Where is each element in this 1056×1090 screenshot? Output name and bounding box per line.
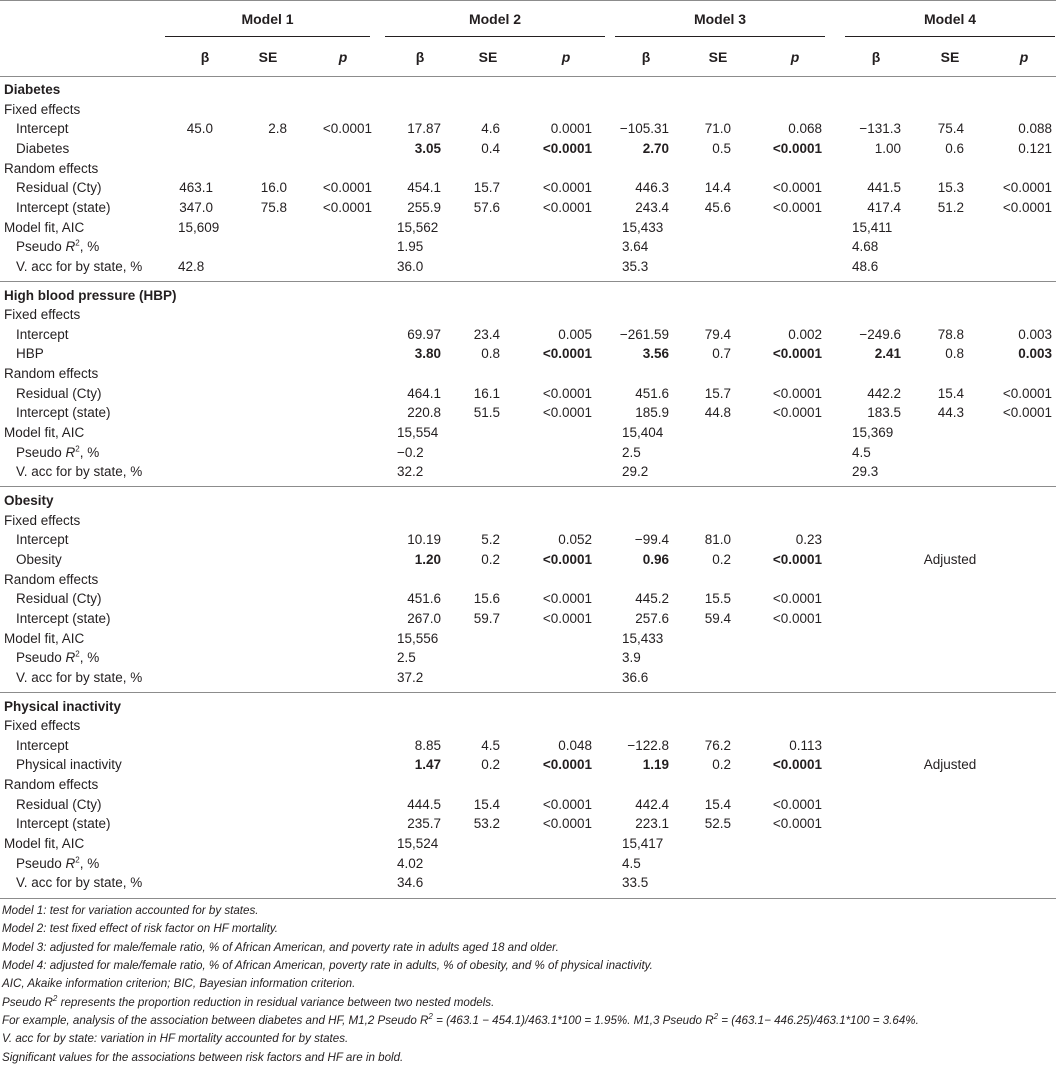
fit-value: 4.5 bbox=[852, 444, 871, 460]
table-row bbox=[0, 629, 1056, 649]
table-row bbox=[0, 795, 1056, 815]
fit-value: 15,562 bbox=[397, 219, 439, 235]
model-3-underline bbox=[615, 36, 825, 37]
table-cell: 16.0 bbox=[260, 180, 287, 196]
table-cell: 78.8 bbox=[937, 326, 964, 342]
section-rule bbox=[0, 692, 1056, 693]
row-label: Fixed effects bbox=[4, 718, 81, 734]
table-row bbox=[0, 218, 1056, 238]
fit-value: 15,404 bbox=[622, 425, 664, 441]
table-cell: 0.003 bbox=[1018, 346, 1052, 362]
footnote: Model 2: test fixed effect of risk factor on HF mortality. bbox=[2, 922, 278, 936]
table-row bbox=[0, 139, 1056, 159]
table-cell: <0.0001 bbox=[1002, 385, 1052, 401]
row-label: Pseudo $R^2$, % bbox=[16, 444, 100, 460]
row-label: Fixed effects bbox=[4, 512, 81, 528]
table-cell: 0.121 bbox=[1018, 140, 1052, 156]
table-cell: 17.87 bbox=[407, 121, 441, 137]
fit-value: 36.6 bbox=[622, 669, 649, 685]
table-cell: 185.9 bbox=[635, 405, 669, 421]
row-label: Obesity bbox=[16, 551, 62, 567]
section-title-text: High blood pressure (HBP) bbox=[4, 287, 177, 303]
table-row bbox=[0, 364, 1056, 384]
table-row bbox=[0, 736, 1056, 756]
table-cell: 243.4 bbox=[635, 199, 669, 215]
table-cell: 446.3 bbox=[635, 180, 669, 196]
table-cell: 3.56 bbox=[642, 346, 669, 362]
subheader-beta: β bbox=[641, 49, 651, 65]
table-cell: 1.47 bbox=[414, 757, 441, 773]
model-3-header: Model 3 bbox=[693, 11, 747, 27]
table-cell: <0.0001 bbox=[772, 551, 822, 567]
table-cell: −261.59 bbox=[619, 326, 669, 342]
table-cell: 441.5 bbox=[867, 180, 901, 196]
table-cell: 15.7 bbox=[473, 180, 500, 196]
table-cell: <0.0001 bbox=[542, 385, 592, 401]
row-label: Diabetes bbox=[16, 140, 70, 156]
table-cell: 444.5 bbox=[407, 796, 441, 812]
table-cell: 15.5 bbox=[704, 591, 731, 607]
subheader-beta: β bbox=[200, 49, 210, 65]
table-row bbox=[0, 423, 1056, 443]
table-row bbox=[0, 511, 1056, 531]
table-row bbox=[0, 834, 1056, 854]
table-cell: <0.0001 bbox=[542, 551, 592, 567]
subheader-beta: β bbox=[871, 49, 881, 65]
fit-value: 15,411 bbox=[852, 219, 893, 235]
table-cell: 2.8 bbox=[268, 121, 287, 137]
section-title bbox=[0, 697, 1056, 717]
footnote: Pseudo $R^2$ represents the proportion reduction in residual variance between two nested models. bbox=[2, 993, 495, 1009]
table-cell: 0.96 bbox=[642, 551, 669, 567]
subheader-se: SE bbox=[478, 49, 498, 65]
table-row bbox=[0, 305, 1056, 325]
table-cell: <0.0001 bbox=[772, 346, 822, 362]
table-cell: 8.85 bbox=[414, 737, 441, 753]
table-cell: 45.0 bbox=[186, 121, 213, 137]
table-cell: <0.0001 bbox=[772, 180, 822, 196]
row-label: Model fit, AIC bbox=[4, 836, 85, 852]
fit-value: 32.2 bbox=[397, 464, 424, 480]
table-cell: 0.113 bbox=[789, 737, 822, 753]
row-label: Intercept (state) bbox=[16, 199, 111, 215]
subheader-se: SE bbox=[940, 49, 960, 65]
fit-value: 2.5 bbox=[397, 650, 416, 666]
table-cell: 454.1 bbox=[407, 180, 441, 196]
table-cell: 59.4 bbox=[704, 610, 731, 626]
subheader-beta: β bbox=[415, 49, 425, 65]
fit-value: 3.64 bbox=[622, 239, 649, 255]
table-cell: 0.8 bbox=[481, 346, 500, 362]
table-cell: 220.8 bbox=[407, 405, 441, 421]
table-cell: 255.9 bbox=[407, 199, 441, 215]
table-cell: 257.6 bbox=[635, 610, 669, 626]
footnote: Significant values for the associations between risk factors and HF are in bold. bbox=[2, 1050, 404, 1064]
table-cell: 0.052 bbox=[558, 532, 592, 548]
row-label: Random effects bbox=[4, 160, 99, 176]
table-cell: 69.97 bbox=[407, 326, 441, 342]
fit-value: 42.8 bbox=[178, 258, 205, 274]
table-cell: <0.0001 bbox=[542, 180, 592, 196]
table-cell: 51.2 bbox=[937, 199, 964, 215]
model-2-underline bbox=[385, 36, 605, 37]
table-cell: 0.8 bbox=[945, 346, 964, 362]
table-cell: <0.0001 bbox=[772, 816, 822, 832]
table-row bbox=[0, 570, 1056, 590]
table-row bbox=[0, 198, 1056, 218]
table-cell: 14.4 bbox=[704, 180, 731, 196]
table-cell: −122.8 bbox=[627, 737, 669, 753]
table-row bbox=[0, 775, 1056, 795]
table-cell: <0.0001 bbox=[542, 610, 592, 626]
table-cell: <0.0001 bbox=[772, 385, 822, 401]
table-cell: 267.0 bbox=[407, 610, 441, 626]
table-cell: 0.23 bbox=[795, 532, 822, 548]
section-rule bbox=[0, 486, 1056, 487]
table-cell: 0.002 bbox=[788, 326, 822, 342]
row-label: Model fit, AIC bbox=[4, 425, 85, 441]
row-label: Residual (Cty) bbox=[16, 180, 102, 196]
table-cell: 4.6 bbox=[481, 121, 500, 137]
table-cell: 79.4 bbox=[704, 326, 731, 342]
table-cell: 3.05 bbox=[414, 140, 441, 156]
table-cell: 2.70 bbox=[642, 140, 669, 156]
table-cell: 75.4 bbox=[937, 121, 964, 137]
table-row bbox=[0, 550, 1056, 570]
row-label: Random effects bbox=[4, 571, 99, 587]
fit-value: 15,433 bbox=[622, 630, 664, 646]
table-cell: 463.1 bbox=[179, 180, 213, 196]
table-cell: <0.0001 bbox=[772, 140, 822, 156]
fit-value: 15,554 bbox=[397, 425, 439, 441]
table-row bbox=[0, 443, 1056, 463]
table-cell: <0.0001 bbox=[1002, 180, 1052, 196]
table-row bbox=[0, 403, 1056, 423]
table-cell: 59.7 bbox=[473, 610, 500, 626]
adjusted-note: Adjusted bbox=[923, 757, 977, 773]
fit-value: 15,556 bbox=[397, 630, 439, 646]
table-row bbox=[0, 159, 1056, 179]
table-cell: 0.005 bbox=[558, 326, 592, 342]
table-cell: 15.3 bbox=[937, 180, 964, 196]
row-label: Residual (Cty) bbox=[16, 385, 102, 401]
table-cell: <0.0001 bbox=[542, 816, 592, 832]
row-label: Intercept (state) bbox=[16, 816, 111, 832]
section-title bbox=[0, 491, 1056, 511]
fit-value: 33.5 bbox=[622, 875, 649, 891]
table-cell: 0.003 bbox=[1018, 326, 1052, 342]
section-title bbox=[0, 286, 1056, 306]
table-row bbox=[0, 589, 1056, 609]
table-cell: 1.20 bbox=[414, 551, 441, 567]
fit-value: −0.2 bbox=[397, 444, 424, 460]
row-label: Intercept bbox=[16, 121, 69, 137]
table-cell: <0.0001 bbox=[772, 757, 822, 773]
table-cell: 0.048 bbox=[558, 737, 592, 753]
table-row bbox=[0, 344, 1056, 364]
table-cell: 3.80 bbox=[414, 346, 441, 362]
row-label: Residual (Cty) bbox=[16, 796, 102, 812]
table-cell: <0.0001 bbox=[1002, 199, 1052, 215]
table-cell: 417.4 bbox=[867, 199, 901, 215]
table-row bbox=[0, 178, 1056, 198]
table-cell: <0.0001 bbox=[542, 346, 592, 362]
table-cell: 0.068 bbox=[788, 121, 822, 137]
table-cell: 1.19 bbox=[642, 757, 669, 773]
table-cell: 0.088 bbox=[1018, 121, 1052, 137]
table-cell: 81.0 bbox=[704, 532, 731, 548]
table-cell: 0.7 bbox=[712, 346, 731, 362]
row-label: Residual (Cty) bbox=[16, 591, 102, 607]
table-cell: 0.0001 bbox=[550, 121, 592, 137]
section-title-text: Obesity bbox=[4, 493, 54, 508]
table-cell: 0.6 bbox=[945, 140, 964, 156]
table-cell: <0.0001 bbox=[542, 140, 592, 156]
table-cell: 1.00 bbox=[874, 140, 901, 156]
table-row bbox=[0, 609, 1056, 629]
fit-value: 37.2 bbox=[397, 669, 424, 685]
table-cell: 4.5 bbox=[481, 737, 500, 753]
table-row bbox=[0, 384, 1056, 404]
table-row bbox=[0, 100, 1056, 120]
fit-value: 35.3 bbox=[622, 258, 649, 274]
table-cell: −249.6 bbox=[859, 326, 901, 342]
header-rule bbox=[0, 76, 1056, 77]
table-cell: 0.2 bbox=[712, 757, 731, 773]
fit-value: 1.95 bbox=[397, 239, 424, 255]
table-cell: <0.0001 bbox=[542, 796, 592, 812]
model-1-underline bbox=[165, 36, 370, 37]
fit-value: 15,433 bbox=[622, 219, 664, 235]
table-row bbox=[0, 530, 1056, 550]
fit-value: 15,369 bbox=[852, 425, 894, 441]
row-label: Pseudo $R^2$, % bbox=[16, 649, 100, 666]
table-cell: 451.6 bbox=[635, 385, 669, 401]
table-cell: <0.0001 bbox=[542, 591, 592, 607]
row-label: V. acc for by state, % bbox=[16, 258, 143, 274]
fit-value: 4.5 bbox=[622, 855, 641, 871]
subheader-se: SE bbox=[708, 49, 728, 65]
fit-value: 29.2 bbox=[622, 464, 649, 480]
bottom-rule bbox=[0, 898, 1056, 899]
row-label: Intercept (state) bbox=[16, 610, 111, 626]
table-row bbox=[0, 873, 1056, 893]
table-row bbox=[0, 755, 1056, 775]
row-label: Pseudo $R^2$, % bbox=[16, 855, 100, 871]
row-label: V. acc for by state, % bbox=[16, 669, 143, 685]
table-cell: 451.6 bbox=[407, 591, 441, 607]
section-rule bbox=[0, 281, 1056, 282]
table-cell: 0.4 bbox=[481, 140, 500, 156]
table-cell: 347.0 bbox=[179, 199, 213, 215]
fit-value: 4.02 bbox=[397, 855, 424, 871]
table-cell: 0.2 bbox=[481, 757, 500, 773]
table-cell: 53.2 bbox=[473, 816, 500, 832]
table-cell: <0.0001 bbox=[772, 610, 822, 626]
row-label: Fixed effects bbox=[4, 101, 81, 117]
table-cell: <0.0001 bbox=[322, 199, 372, 215]
row-label: Pseudo $R^2$, % bbox=[16, 238, 100, 255]
fit-value: 4.68 bbox=[852, 239, 879, 255]
table-cell: 45.6 bbox=[704, 199, 731, 215]
subheader-p: p bbox=[338, 49, 348, 65]
table-cell: <0.0001 bbox=[542, 199, 592, 215]
footnote: Model 3: adjusted for male/female ratio, % of African American, and poverty rate in adults aged 18 and older. bbox=[2, 940, 559, 954]
table-cell: 23.4 bbox=[473, 326, 500, 342]
table-cell: 464.1 bbox=[407, 385, 441, 401]
table-cell: 5.2 bbox=[481, 532, 500, 548]
subheader-p: p bbox=[790, 49, 800, 65]
row-label: V. acc for by state, % bbox=[16, 464, 143, 480]
fit-value: 15,417 bbox=[622, 836, 664, 852]
subheader-p: p bbox=[1019, 49, 1029, 65]
fit-value: 3.9 bbox=[622, 650, 641, 666]
table-row bbox=[0, 814, 1056, 834]
table-row bbox=[0, 325, 1056, 345]
model-2-header: Model 2 bbox=[468, 11, 522, 27]
row-label: Intercept bbox=[16, 532, 69, 548]
table-cell: 15.7 bbox=[704, 385, 731, 401]
footnote: AIC, Akaike information criterion; BIC, Bayesian information criterion. bbox=[2, 977, 356, 991]
row-label: Fixed effects bbox=[4, 307, 81, 323]
table-cell: <0.0001 bbox=[542, 405, 592, 421]
table-cell: −105.31 bbox=[619, 121, 669, 137]
fit-value: 34.6 bbox=[397, 875, 424, 891]
table-cell: 44.3 bbox=[937, 405, 964, 421]
table-row bbox=[0, 668, 1056, 688]
table-cell: <0.0001 bbox=[772, 199, 822, 215]
footnote: For example, analysis of the association between diabetes and HF, M1,2 Pseudo $R^2 = (463.1 - 454.1)/463.1*100 = 1.95\%$. M1,3 Pseudo $R^2 = (463.1- 446.25)/463.1*100 = 3.64\%$. bbox=[2, 1012, 919, 1028]
table-cell: 57.6 bbox=[473, 199, 500, 215]
table-cell: <0.0001 bbox=[322, 121, 372, 137]
model-1-header: Model 1 bbox=[241, 11, 294, 27]
row-label: Random effects bbox=[4, 777, 99, 793]
table-cell: 15.4 bbox=[704, 796, 731, 812]
table-cell: 71.0 bbox=[704, 121, 731, 137]
table-cell: −131.3 bbox=[859, 121, 901, 137]
row-label: Model fit, AIC bbox=[4, 219, 85, 235]
section-title bbox=[0, 80, 1056, 100]
table-cell: 445.2 bbox=[635, 591, 669, 607]
fit-value: 29.3 bbox=[852, 464, 879, 480]
table-cell: 76.2 bbox=[704, 737, 731, 753]
footnote: Model 4: adjusted for male/female ratio, % of African American, poverty rate in adults, % of obesity, and % of physical inactivity. bbox=[2, 959, 653, 973]
table-cell: 0.2 bbox=[481, 551, 500, 567]
table-row bbox=[0, 237, 1056, 257]
table-row bbox=[0, 716, 1056, 736]
row-label: Random effects bbox=[4, 366, 99, 382]
row-label: Intercept bbox=[16, 737, 69, 753]
table-cell: 44.8 bbox=[704, 405, 731, 421]
fit-value: 36.0 bbox=[397, 258, 424, 274]
table-cell: 15.4 bbox=[937, 385, 964, 401]
table-cell: 52.5 bbox=[704, 816, 731, 832]
table-row bbox=[0, 648, 1056, 668]
section-title-text: Physical inactivity bbox=[4, 698, 122, 714]
row-label: V. acc for by state, % bbox=[16, 875, 143, 891]
fit-value: 15,609 bbox=[178, 219, 220, 235]
table-cell: <0.0001 bbox=[542, 757, 592, 773]
subheader-p: p bbox=[561, 49, 571, 65]
table-row bbox=[0, 462, 1056, 482]
table-cell: 2.41 bbox=[874, 346, 901, 362]
fit-value: 48.6 bbox=[852, 258, 879, 274]
row-label: Intercept bbox=[16, 326, 69, 342]
row-label: Physical inactivity bbox=[16, 757, 122, 773]
table-row bbox=[0, 257, 1056, 277]
row-label: HBP bbox=[16, 346, 44, 362]
fit-value: 2.5 bbox=[622, 444, 641, 460]
table-cell: −99.4 bbox=[634, 532, 669, 548]
table-cell: <0.0001 bbox=[322, 180, 372, 196]
row-label: Intercept (state) bbox=[16, 405, 111, 421]
table-cell: 183.5 bbox=[867, 405, 901, 421]
section-title-text: Diabetes bbox=[4, 82, 61, 97]
row-label: Model fit, AIC bbox=[4, 630, 85, 646]
table-cell: 235.7 bbox=[407, 816, 441, 832]
table-cell: <0.0001 bbox=[772, 591, 822, 607]
table-cell: <0.0001 bbox=[1002, 405, 1052, 421]
footnote: Model 1: test for variation accounted for by states. bbox=[2, 904, 259, 917]
table-row bbox=[0, 854, 1056, 874]
table-cell: 15.4 bbox=[473, 796, 500, 812]
model-4-underline bbox=[845, 36, 1055, 37]
table-cell: 0.5 bbox=[712, 140, 731, 156]
table-cell: <0.0001 bbox=[772, 796, 822, 812]
table-cell: 0.2 bbox=[712, 551, 731, 567]
table-cell: 16.1 bbox=[473, 385, 500, 401]
model-4-header: Model 4 bbox=[923, 11, 977, 27]
table-row bbox=[0, 119, 1056, 139]
fit-value: 15,524 bbox=[397, 836, 439, 852]
table-cell: <0.0001 bbox=[772, 405, 822, 421]
top-rule bbox=[0, 0, 1056, 1]
table-cell: 442.4 bbox=[635, 796, 669, 812]
table-cell: 223.1 bbox=[635, 816, 669, 832]
footnote: V. acc for by state: variation in HF mortality accounted for by states. bbox=[2, 1032, 349, 1046]
table-cell: 75.8 bbox=[260, 199, 287, 215]
table-cell: 15.6 bbox=[473, 591, 500, 607]
adjusted-note: Adjusted bbox=[923, 551, 977, 567]
table-cell: 442.2 bbox=[867, 385, 901, 401]
table-cell: 10.19 bbox=[407, 532, 441, 548]
subheader-se: SE bbox=[258, 49, 278, 65]
table-cell: 51.5 bbox=[473, 405, 500, 421]
